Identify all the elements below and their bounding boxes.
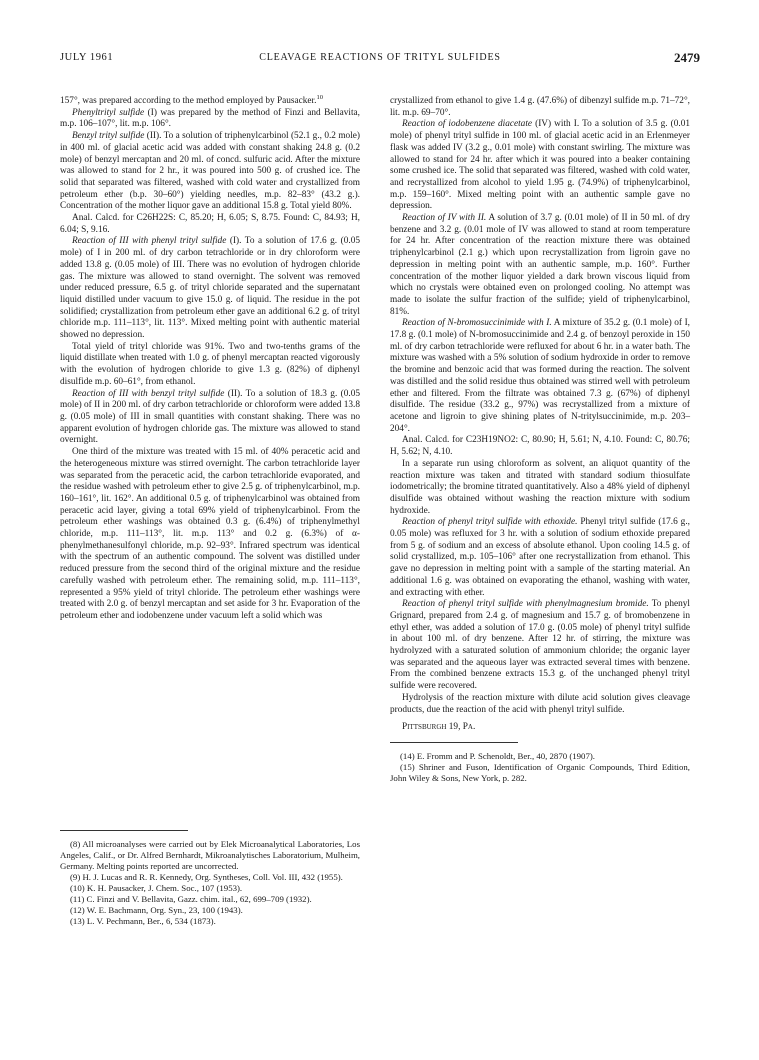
journal-date: JULY 1961 <box>60 52 114 63</box>
footnote: (9) H. J. Lucas and R. R. Kennedy, Org. Syntheses, Coll. Vol. III, 432 (1955). <box>70 872 343 882</box>
footnote: (15) Shriner and Fuson, Identification of Organic Compounds, Third Edition, John Wiley & Sons, New York, p. 282. <box>390 761 690 783</box>
paragraph-reaction-iii-ii: Reaction of III with benzyl trityl sulfide (II). To a solution of 18.3 g. (0.05 mole) of II in 200 ml. of dry carbon tetrachloride or chloroform were added 13.8 g. (0.05 mole) of III in small quantities with constant shaking. There was no apparent evolution of hydrogen chloride gas. The mixture was allowed to stand overnight. <box>60 388 360 446</box>
right-column <box>390 96 690 784</box>
paragraph: crystallized from ethanol to give 1.4 g. (47.6%) of dibenzyl sulfide m.p. 71–72°, lit. m.p. 69–70°. <box>390 96 690 118</box>
running-title: CLEAVAGE REACTIONS OF TRITYL SULFIDES <box>259 52 501 63</box>
paragraph-ethoxide: Reaction of phenyl trityl sulfide with ethoxide. Phenyl trityl sulfide (17.6 g., 0.05 mole) was refluxed for 3 hr. with a solution of sodium ethoxide prepared from 5 g. of sodium and an excess of absolute ethanol. Upon cooling 14.5 g. of solid crystallized, m.p. 105–106° after one recrystallization from ethanol. This gave no depression in melting point with a sample of the starting material. An additional 1.6 g. was obtained on evaporating the ethanol, washing with water, and extracting with ether. <box>390 517 690 598</box>
page-number: 2479 <box>674 50 700 65</box>
footnote: (11) C. Finzi and V. Bellavita, Gazz. chim. ital., 62, 699–709 (1932). <box>70 894 312 904</box>
left-footnotes <box>60 822 360 927</box>
footnote-rule <box>60 830 188 831</box>
paragraph: 157°, was prepared according to the method employed by Pausacker.$^{10}$ <box>60 93 323 106</box>
paragraph-analysis: Anal. Calcd. for C26H22S: C, 85.20; H, 6.05; S, 8.75. Found: C, 84.93; H, 6.04; S, 9.16. <box>60 213 360 235</box>
paragraph-benzyl-trityl-sulfide: Benzyl trityl sulfide (II). To a solution of triphenylcarbinol (52.1 g., 0.2 mole) in 400 ml. of glacial acetic acid was added with constant shaking 24.8 g. (0.2 mole) of benzyl mercaptan and 20 ml. of concd. sulfuric acid. After the mixture was allowed to stand for 2 hr., it was poured into 500 g. of crushed ice. The solid that separated was filtered, washed with cold water and crystallized from petroleum ether (b.p. 30–60°) yielding needles, m.p. 82–83° (43.2 g.). Concentration of the mother liquor gave an additional 15.8 g. Total yield 80%. <box>60 131 360 212</box>
footnote: (8) All microanalyses were carried out by Elek Microanalytical Laboratories, Los Angeles, Calif., or Dr. Alfred Bernhardt, Mikroanalytisches Laboratorium, Mulheim, Germany. Melting points reported are uncorrected. <box>60 839 360 871</box>
paragraph-peracetic: One third of the mixture was treated with 15 ml. of 40% peracetic acid and the heterogeneous mixture was stirred overnight. The carbon tetrachloride layer was separated from the peracetic acid, the carbon tetrachloride evaporated, and the residue washed with petroleum ether to give 2.5 g. of triphenylcarbinol, m.p. 160–161°, lit. 162°. An additional 0.5 g. of triphenylcarbinol was obtained from peracetic acid layer, giving a total 69% yield of triphenylcarbinol. From the petroleum ether washings was obtained 0.3 g. (6.4%) of triphenylmethyl chloride, m.p. 111–113°, lit. m.p. 113° and 0.2 g. (6.3%) of α-phenylmethanesulfonyl chloride, m.p. 92–93°. Infrared spectrum was identical with the spectrum of an authentic compound. The solvent was distilled under reduced pressure from the second third of the original mixture and the residue carefully washed with petroleum ether. The remaining solid, m.p. 111–113°, represented a 95% yield of trityl chloride. The petroleum ether washings were treated with 2.0 g. of benzyl mercaptan and set aside for 3 hr. Evaporation of the petroleum ether and iodobenzene under vacuum left a solid which was <box>60 447 360 621</box>
paragraph-analysis: Anal. Calcd. for C23H19NO2: C, 80.90; H, 5.61; N, 4.10. Found: C, 80.76; H, 5.62; N, 4.10. <box>390 435 690 458</box>
footnote: (12) W. E. Bachmann, Org. Syn., 23, 100 (1943). <box>70 905 243 915</box>
paragraph-phenyltrityl-sulfide: Phenyltrityl sulfide (I) was prepared by the method of Finzi and Bellavita, m.p. 106–107°, lit. m.p. 106°. <box>60 107 360 130</box>
paragraph-iodobenzene-diacetate: Reaction of iodobenzene diacetate (IV) with I. To a solution of 3.5 g. (0.01 mole) of phenyl trityl sulfide in 100 ml. of glacial acetic acid in an Erlenmeyer flask was added IV (3.2 g., 0.01 mole) with constant swirling. The mixture was allowed to stand for 24 hr. after which it was poured into a beaker containing some crushed ice. The solid that separated was filtered, washed with cold water, and recrystallized from alcohol to yield 1.95 g. (74.9%) of triphenylcarbinol, m.p. 159–160°. Mixed melting point with an authentic sample gave no depression. <box>390 119 690 212</box>
left-column <box>60 93 361 623</box>
paragraph-hydrolysis: Hydrolysis of the reaction mixture with dilute acid solution gives cleavage products, due the reaction of the acid with phenyl trityl sulfide. <box>390 692 690 715</box>
right-footnotes <box>390 742 690 784</box>
paragraph-grignard: Reaction of phenyl trityl sulfide with phenylmagnesium bromide. To phenyl Grignard, prepared from 2.4 g. of magnesium and 15.7 g. of bromobenzene in ethyl ether, was added a solution of 17.0 g. (0.05 mole) of phenyl trityl sulfide in about 100 ml. of dry benzene. After 12 hr. of stirring, the mixture was hydrolyzed with a saturated solution of ammonium chloride; the organic layer was separated and the aqueous layer was extracted several times with benzene. From the combined benzene extracts 15.3 g. of the unchanged phenyl trityl sulfide were recovered. <box>390 599 690 692</box>
paragraph-chloroform-run: In a separate run using chloroform as solvent, an aliquot quantity of the reaction mixture was taken and titrated with standard sodium thiosulfate iodometrically; the bromine titrated quantitatively. Also a 48% yield of diphenyl disulfide was obtained without washing the reaction mixture with sodium hydroxide. <box>390 458 690 516</box>
affiliation-place: Pittsburgh 19, Pa. <box>402 722 476 733</box>
footnote: (14) E. Fromm and P. Schenoldt, Ber., 40, 2870 (1907). <box>400 750 595 761</box>
running-header <box>60 52 700 68</box>
footnote: (10) K. H. Pausacker, J. Chem. Soc., 107 (1953). <box>70 883 243 893</box>
paragraph-trityl-chloride-yield: Total yield of trityl chloride was 91%. Two and two-tenths grams of the liquid distillate when treated with 1.0 g. of phenyl mercaptan reacted vigorously with the evolution of hydrogen chloride to give 1.3 g. (82%) of diphenyl disulfide m.p. 60–61°, from ethanol. <box>60 341 360 387</box>
footnote-rule <box>390 742 518 743</box>
paragraph-nbs: Reaction of N-bromosuccinimide with I. A mixture of 35.2 g. (0.1 mole) of I, 17.8 g. (0.1 mole) of N-bromosuccinimide and 2.4 g. of benzoyl peroxide in 150 ml. of dry carbon tetrachloride were refluxed for about 6 hr. in a water bath. The mixture was washed with a 5% solution of sodium hydroxide in order to remove the bromine and benzoic acid that was formed during the reaction. The solvent was distilled and the solid residue thus obtained was stirred well with petroleum ether and filtered. From the filtrate was obtained 7.3 g. (67%) of diphenyl disulfide. The residue (33.2 g., 97%) was recrystallized from a mixture of acetone and ligroin to give shining plates of N-tritylsuccinimide, m.p. 203–204°. <box>390 318 690 434</box>
paragraph-reaction-iii-i: Reaction of III with phenyl trityl sulfide (I). To a solution of 17.6 g. (0.05 mole) of I in 200 ml. of dry carbon tetrachloride or in dry chloroform were added 13.8 g. (0.05 mole) of III. There was no evolution of hydrogen chloride gas. The mixture was allowed to stand overnight. The solvent was removed under reduced pressure, 6.5 g. of trityl chloride separated and the supernatant liquid distilled under vacuum to give 15.0 g. of liquid. The residue in the pot solidified; crystallization from petroleum ether gave an additional 6.2 g. of trityl chloride m.p. 111–113°, lit. 113°. Mixed melting point with authentic material showed no depression. <box>60 236 361 341</box>
footnote: (13) L. V. Pechmann, Ber., 6, 534 (1873). <box>70 916 216 926</box>
paragraph-reaction-iv-ii: Reaction of IV with II. A solution of 3.7 g. (0.01 mole) of II in 50 ml. of dry benzene and 3.2 g. (0.01 mole of IV was allowed to stand at room temperature for 24 hr. After concentration of the reaction mixture there was obtained triphenylcarbinol (2.1 g.) which upon recrystallization from ligroin gave no depression in melting point with an authentic sample, m.p. 160°. Further concentration of the mother liquor yielded a dark brown viscous liquid from which no crystals were obtained even on prolonged cooling. No attempt was made to isolate the sulfur fraction of the sulfide; yield of triphenylcarbinol, 81%. <box>390 213 690 317</box>
